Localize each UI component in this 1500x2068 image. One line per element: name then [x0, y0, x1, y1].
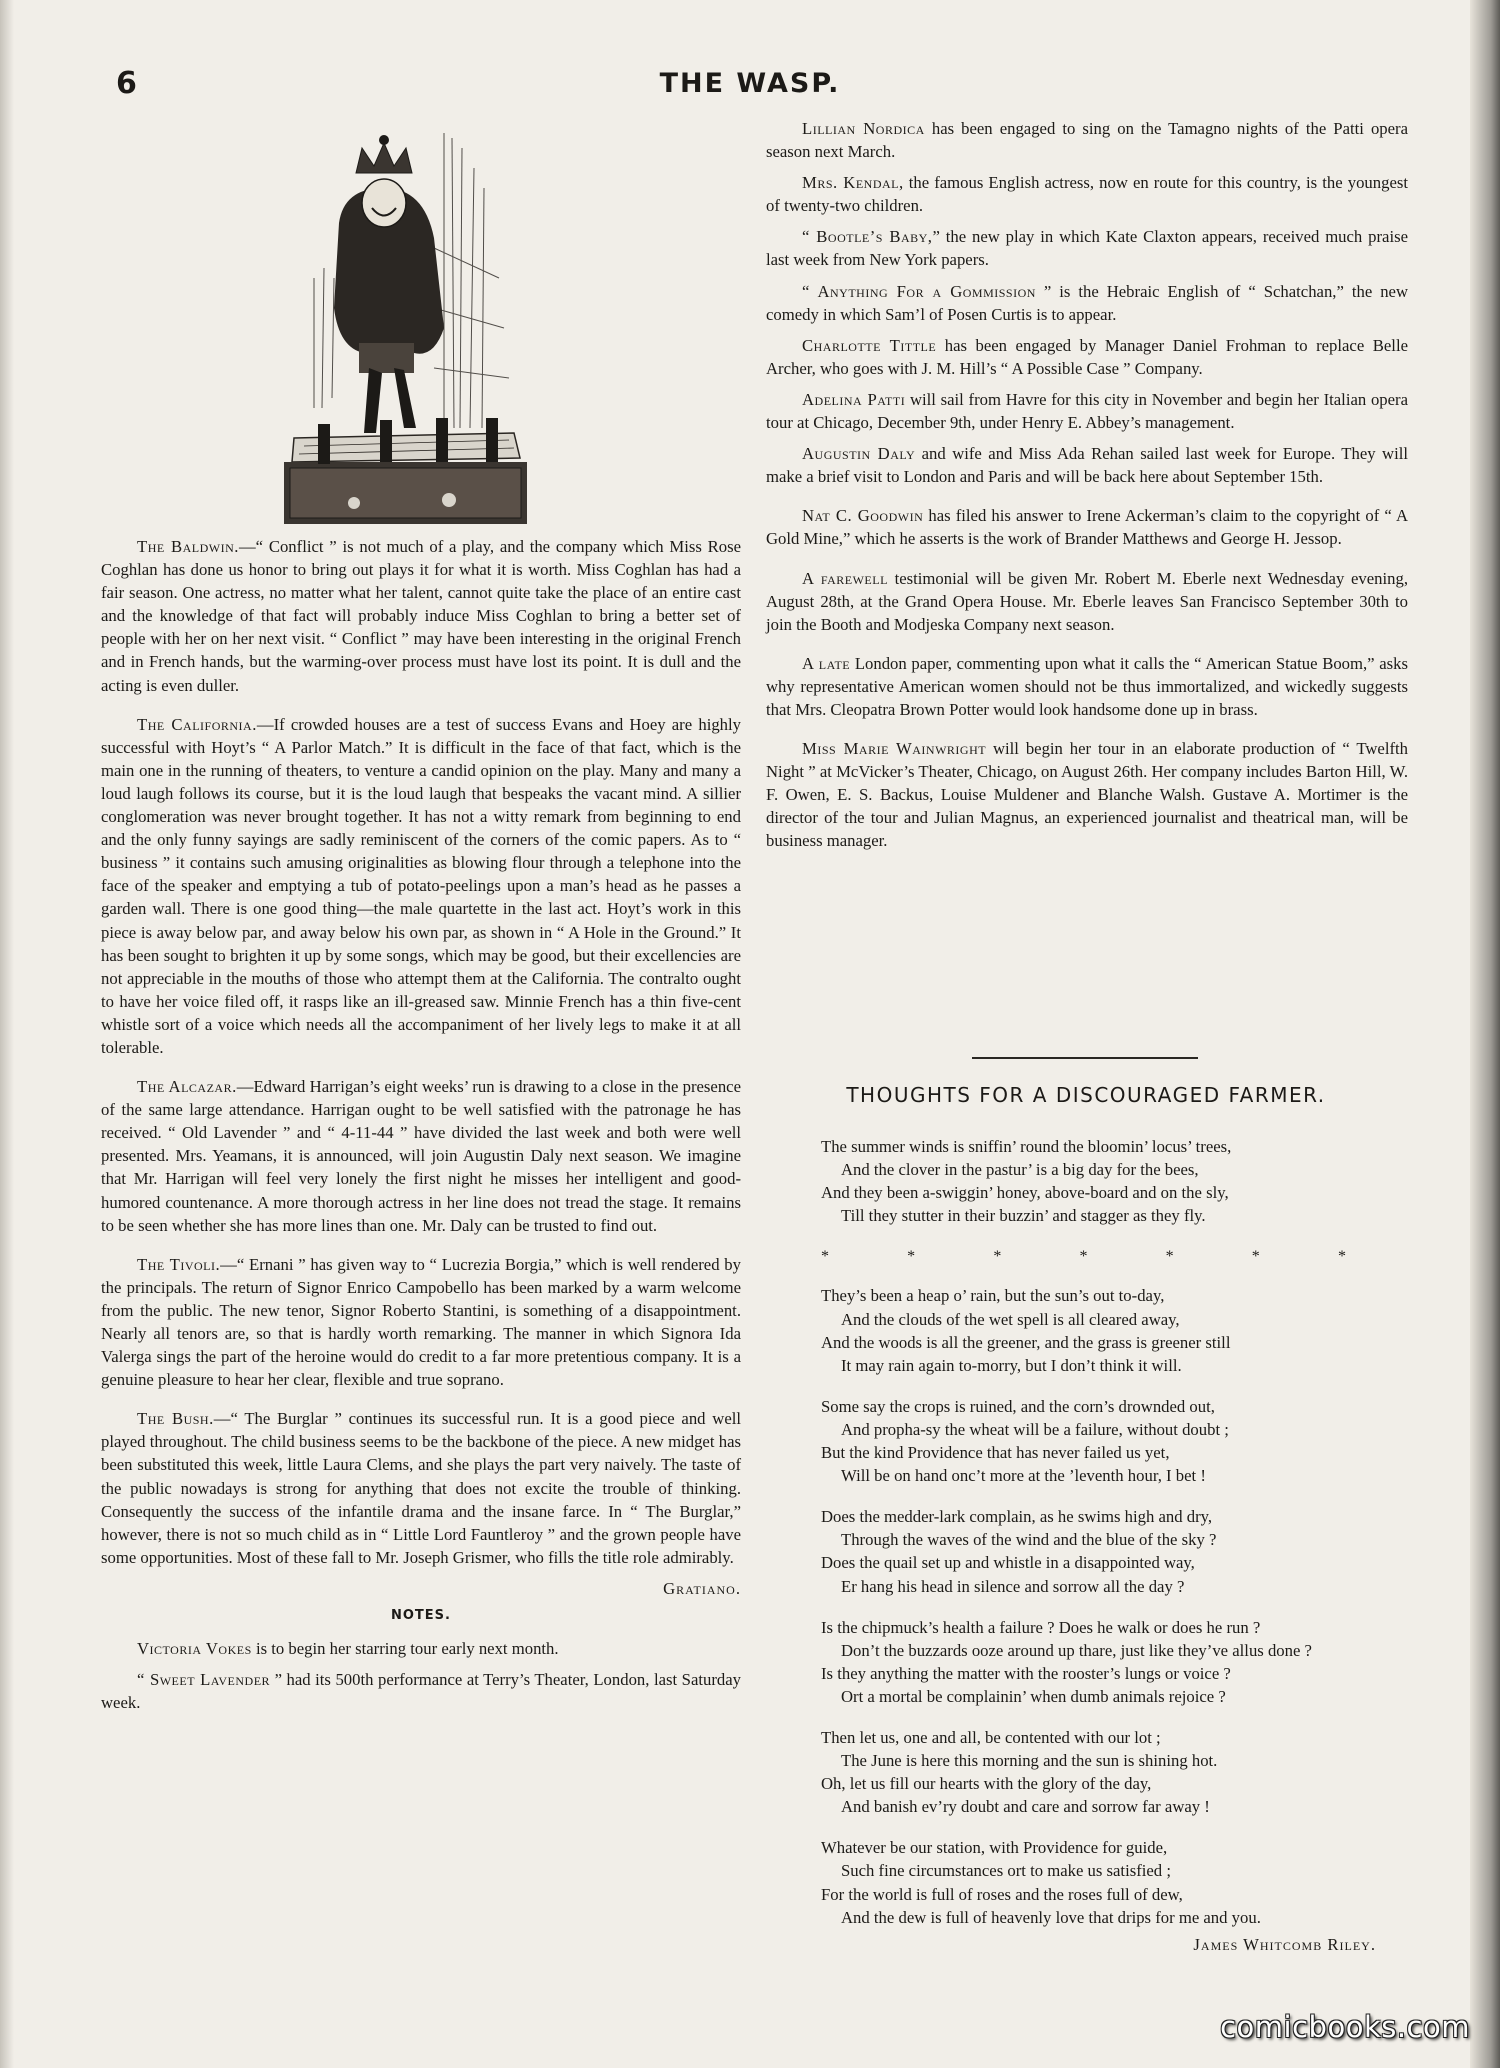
poem-line: For the world is full of roses and the roses full of dew, — [821, 1884, 1183, 1904]
page-left-edge — [0, 0, 14, 2068]
review-baldwin — [101, 535, 741, 697]
poem-stanza — [821, 1505, 1381, 1597]
site-watermark: comicbooks.com — [1220, 2010, 1470, 2044]
poem-stanza — [821, 1395, 1381, 1487]
poem-line: Don’t the buzzards ooze around up thare, just like they’ve allus done ? — [841, 1640, 1312, 1660]
poem-line: They’s been a heap o’ rain, but the sun’s out to-day, — [821, 1286, 1165, 1306]
note-lead: Augustin Daly — [802, 444, 916, 464]
poem-line: And the clouds of the wet spell is all cleared away, — [841, 1309, 1180, 1329]
note-lead: A farewell — [802, 568, 888, 588]
review-california — [101, 713, 741, 1059]
poem-line: Er hang his head in silence and sorrow all the day ? — [841, 1576, 1185, 1596]
poem-line: And the dew is full of heavenly love that drips for me and you. — [841, 1907, 1261, 1927]
review-lead: The Alcazar. — [137, 1077, 237, 1097]
note-item — [766, 652, 1408, 721]
poem-line: It may rain again to-morry, but I don’t think it will. — [841, 1355, 1182, 1375]
note-body: will sail from Havre for this city in November and begin her Italian opera tour at Chicago, December 9th, under Henry E. Abbey’s management. — [766, 389, 1408, 433]
poem-stanza — [821, 1616, 1381, 1708]
note-lead: Victoria Vokes — [137, 1639, 252, 1659]
notes-heading: NOTES. — [391, 1608, 451, 1624]
poem-line: Is the chipmuck’s health a failure ? Does he walk or does he run ? — [821, 1617, 1261, 1637]
separator-star: * — [1079, 1248, 1088, 1266]
poem-line: And the woods is all the greener, and the grass is greener still — [821, 1332, 1231, 1352]
note-body: and wife and Miss Ada Rehan sailed last week for Europe. They will make a brief visit to London and Paris and will be back here about September 15th. — [766, 444, 1408, 487]
separator-star: * — [821, 1248, 829, 1266]
section-divider — [972, 1057, 1198, 1059]
note-item — [766, 225, 1408, 271]
note-lead: Charlotte Tittle — [802, 335, 937, 355]
poem-stanza — [821, 1726, 1381, 1818]
reviewer-signature: Gratiano. — [663, 1578, 741, 1598]
review-body: —Edward Harrigan’s eight weeks’ run is drawing to a close in the presence of the same large attendance. Harrigan ought to be well satisfied with the patronage he has received. “ Old Lavender ” and “ 4-11-44 ” have divided the last week and both were well presented. Mrs. Yeamans, it is announced, will join Augustin Daly next season. We imagine that Mr. Harrigan will feel very lonely the first night he misses her intelligent and good-humored countenance. A more thorough actress in her line does not tread the stage. It remains to be seen whether she has more lines than one. Mr. Daly can be trusted to find out. — [101, 1077, 741, 1235]
note-body: is to begin her starring tour early next month. — [251, 1639, 559, 1659]
poem-line: And they been a-swiggin’ honey, above-board and on the sly, — [821, 1183, 1229, 1203]
note-lead: “ Bootle’s Baby, — [802, 227, 933, 247]
separator-star: * — [907, 1248, 916, 1266]
page-right-edge — [1470, 0, 1500, 2068]
poem-line: The summer winds is sniffin’ round the bloomin’ locus’ trees, — [821, 1137, 1232, 1156]
note-item — [766, 567, 1408, 636]
note-lead: Mrs. Kendal, — [802, 173, 904, 193]
note-item — [766, 504, 1408, 550]
note-body: the famous English actress, now en route for this country, is the youngest of twenty-two children. — [766, 173, 1408, 216]
review-lead: The Tivoli. — [137, 1254, 221, 1274]
note-item — [101, 1637, 741, 1660]
poem-line: Till they stutter in their buzzin’ and stagger as they fly. — [841, 1206, 1206, 1226]
review-lead: The Baldwin. — [137, 537, 239, 556]
review-alcazar — [101, 1075, 741, 1237]
poem-line: Then let us, one and all, be contented with our lot ; — [821, 1727, 1161, 1747]
left-column — [101, 535, 741, 1722]
poem-line: Such fine circumstances ort to make us satisfied ; — [841, 1861, 1171, 1881]
poem-line: Will be on hand onc’t more at the ’leventh hour, I bet ! — [841, 1466, 1206, 1486]
review-lead: The California. — [137, 714, 257, 734]
poem-line: And propha-sy the wheat will be a failure, without doubt ; — [841, 1419, 1229, 1439]
note-body: has been engaged to sing on the Tamagno nights of the Patti opera season next March. — [766, 119, 1408, 162]
poem-line: And the clover in the pastur’ is a big day for the bees, — [841, 1160, 1199, 1180]
note-item — [766, 388, 1408, 434]
poem-line: But the kind Providence that has never failed us yet, — [821, 1443, 1170, 1463]
note-body: testimonial will be given Mr. Robert M. Eberle next Wednesday evening, August 28th, at the Grand Opera House. Mr. Eberle leaves San Francisco September 30th to join the Booth and Modjeska Company next season. — [766, 568, 1408, 634]
note-lead: A late — [802, 653, 851, 673]
note-item — [766, 334, 1408, 380]
note-body: ” had its 500th performance at Terry’s Theater, London, last Saturday week. — [101, 1670, 741, 1713]
poem-line: Through the waves of the wind and the blue of the sky ? — [841, 1530, 1217, 1550]
note-body: has been engaged by Manager Daniel Frohman to replace Belle Archer, who goes with J. M. Hill’s “ A Possible Case ” Company. — [766, 335, 1408, 378]
note-item — [766, 442, 1408, 488]
poem-line: Does the medder-lark complain, as he swims high and dry, — [821, 1507, 1213, 1527]
note-item — [766, 171, 1408, 217]
separator-star: * — [1165, 1248, 1174, 1266]
poem-line: Whatever be our station, with Providence for guide, — [821, 1838, 1168, 1858]
note-lead: Nat C. Goodwin — [802, 506, 924, 526]
separator-star: * — [993, 1248, 1002, 1266]
poem-title: THOUGHTS FOR A DISCOURAGED FARMER. — [846, 1083, 1326, 1107]
poem-body — [821, 1135, 1381, 1956]
note-lead: Adelina Patti — [802, 389, 906, 409]
poem-line: Oh, let us fill our hearts with the glory of the day, — [821, 1774, 1152, 1794]
note-lead: “ Sweet Lavender — [137, 1670, 271, 1690]
poem-line: Does the quail set up and whistle in a disappointed way, — [821, 1553, 1195, 1573]
note-item — [766, 737, 1408, 852]
note-lead: Miss Marie Wainwright — [802, 739, 987, 759]
star-separator — [821, 1245, 1346, 1268]
review-body: —“ Conflict ” is not much of a play, and the company which Miss Rose Coghlan has done us honor to bring out plays it for what it is worth. Miss Coghlan has had a fair season. One actress, no matter what her talent, cannot quite take the place of an entire cast and the knowledge of that fact will probably induce Miss Coghlan to bring a better set of people with her on her next visit. “ Conflict ” may have been interesting in the original French and in French hands, but the warming-over process must have lost its point. It is dull and the acting is even duller. — [101, 537, 741, 695]
poem-line: And banish ev’ry doubt and care and sorrow far away ! — [841, 1797, 1210, 1817]
note-body: London paper, commenting upon what it calls the “ American Statue Boom,” asks why representative American women should not be thus immortalized, and wickedly suggests that Mrs. Cleopatra Brown Potter would look handsome done up in brass. — [766, 653, 1408, 719]
poem-line: Some say the crops is ruined, and the corn’s drownded out, — [821, 1396, 1215, 1416]
note-body: ” is the Hebraic English of “ Schatchan,” the new comedy in which Sam’l of Posen Curtis is to appear. — [766, 281, 1408, 324]
note-body: ” the new play in which Kate Claxton appears, received much praise last week from New York papers. — [766, 227, 1408, 270]
review-body: —“ Ernani ” has given way to “ Lucrezia Borgia,” which is well rendered by the principals. The return of Signor Enrico Campobello has been marked by a warm welcome from the public. The new tenor, Signor Roberto Stantini, is something of a disappointment. Nearly all tenors are, so that is hardly worth remarking. The manner in which Signora Ida Valerga sings the part of the heroine would do credit to a far more pretentious company. It is a genuine pleasure to hear her clear, flexible and true soprano. — [101, 1254, 741, 1390]
note-item — [766, 117, 1408, 163]
review-bush — [101, 1407, 741, 1569]
review-tivoli — [101, 1253, 741, 1392]
right-column — [766, 117, 1408, 869]
page-number: 6 — [116, 66, 137, 101]
review-body: —“ The Burglar ” continues its successful run. It is a good piece and well played throughout. The child business seems to be the backbone of the piece. A new midget has been substituted this week, little Laura Clems, and she plays the part very naively. The taste of the public nowadays is strong for anything that does not excite the trouble of thinking. Consequently the success of the infantile drama and the insane farce. In “ The Burglar,” however, there is not so much child as in “ Little Lord Fauntleroy ” and the grown people have some opportunities. Most of these fall to Mr. Joseph Grismer, who fills the title role admirably. — [101, 1409, 742, 1567]
masthead-title: THE WASP. — [659, 68, 841, 99]
king-caricature-illustration — [284, 128, 527, 524]
poem-line: The June is here this morning and the sun is shining hot. — [841, 1751, 1218, 1771]
poem-stanza — [821, 1284, 1381, 1376]
poem-author: James Whitcomb Riley. — [1193, 1934, 1376, 1954]
note-item — [101, 1668, 741, 1714]
review-body: —If crowded houses are a test of success Evans and Hoey are highly successful with Hoyt’s “ A Parlor Match.” It is difficult in the face of that fact, which is the main one in the running of theaters, to venture a candid opinion on the play. Many and many a loud laugh follows its course, but it is the loud laugh that bespeaks the vacant mind. A sillier conglomeration was never brought together. It has not a witty remark from beginning to end and the only funny sayings are sadly reminiscent of the corners of the comic papers. As to “ business ” it contains such amusing originalities as blowing flour through a telephone into the face of the speaker and emptying a tub of potato-peelings upon a man’s head as he passes a garden wall. There is one good thing—the male quartette in the last act. Hoyt’s work in this piece is away below par, and away below his own par, as shown in “ A Hole in the Ground.” It has been sought to brighten it up by some songs, which may be good, but their excellencies are not appreciable in the mouths of those who attempt them at the California. The contralto ought to have her voice filed off, it rasps like an ill-greased saw. Minnie French has a thin five-cent whistle sort of a voice which needs all the accompaniment of her lively legs to make it at all tolerable. — [101, 714, 742, 1057]
note-item — [766, 280, 1408, 326]
note-body: will begin her tour in an elaborate production of “ Twelfth Night ” at McVicker’s Theater, Chicago, on August 26th. Her company includes Barton Hill, W. F. Owen, E. S. Backus, Louise Muldener and Blanche Walsh. Gustave A. Mortimer is the director of the tour and Julian Magnus, an experienced journalist and theatrical man, will be business manager. — [766, 739, 1409, 851]
note-body: has filed his answer to Irene Ackerman’s claim to the copyright of “ A Gold Mine,” which he asserts is the work of Brander Matthews and George H. Jessop. — [766, 506, 1408, 549]
poem-stanza — [821, 1135, 1381, 1227]
separator-star: * — [1251, 1248, 1260, 1266]
review-lead: The Bush. — [137, 1409, 214, 1429]
separator-star: * — [1337, 1248, 1346, 1266]
poem-line: Is they anything the matter with the rooster’s lungs or voice ? — [821, 1663, 1231, 1683]
poem-line: Ort a mortal be complainin’ when dumb animals rejoice ? — [841, 1686, 1226, 1706]
poem-stanza — [821, 1836, 1381, 1928]
note-lead: Lillian Nordica — [802, 119, 925, 138]
note-lead: “ Anything For a Gommission — [802, 281, 1036, 301]
